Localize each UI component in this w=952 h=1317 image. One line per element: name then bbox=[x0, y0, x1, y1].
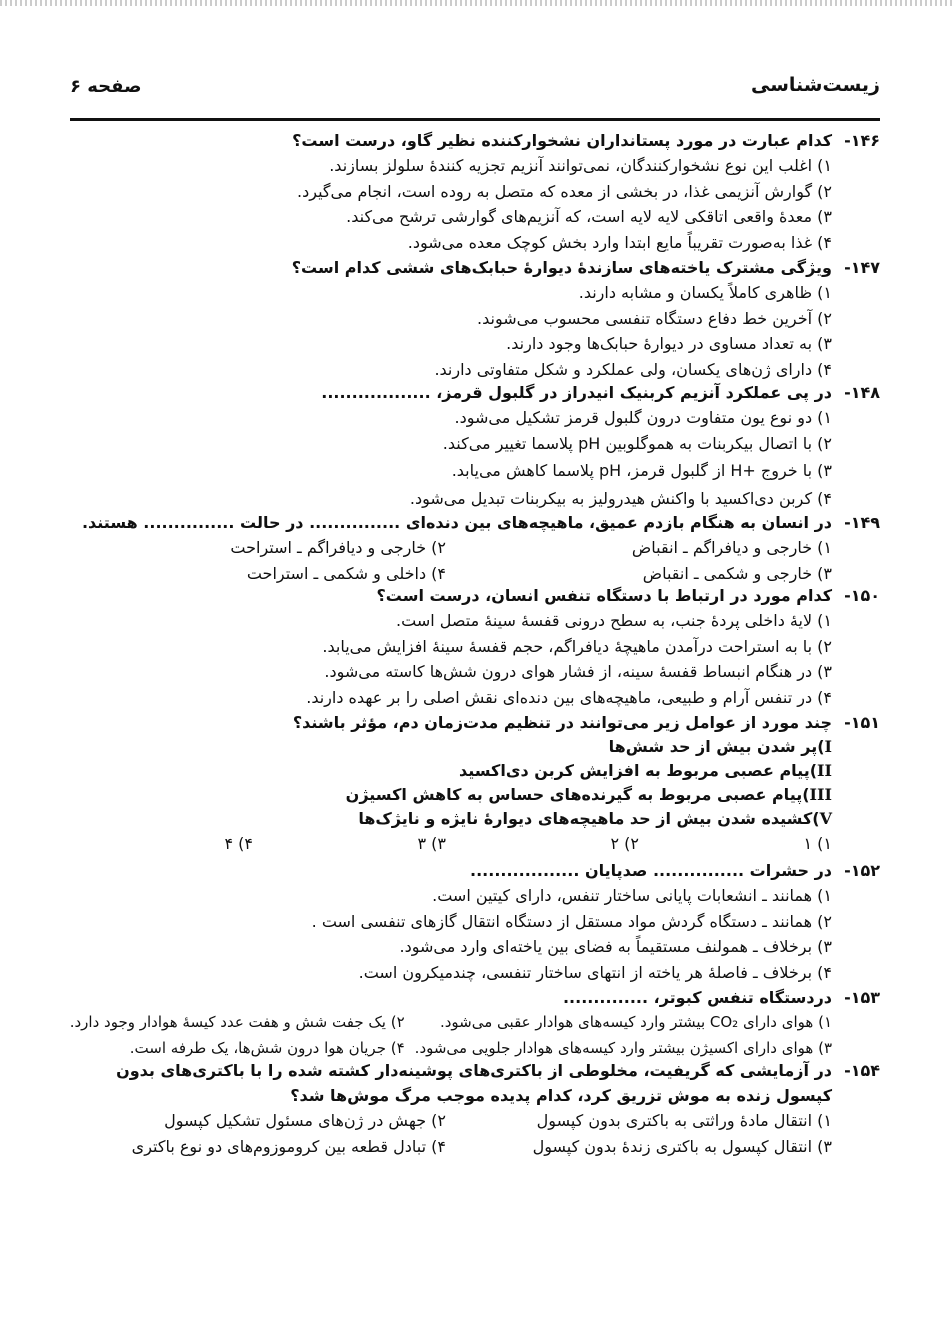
question-number: ۱۵۲- bbox=[844, 861, 880, 880]
option: ۳) با خروج +H از گلبول قرمز، pH پلاسما کاهش می‌یابد. bbox=[451, 461, 832, 480]
option: ۱) دو نوع یون متفاوت درون گلبول قرمز تشکیل می‌شود. bbox=[454, 408, 832, 427]
subject-title: زیست‌شناسی bbox=[750, 74, 880, 96]
option: ۲) ۲ bbox=[610, 834, 639, 853]
option: ۴) برخلاف ـ فاصلهٔ هر یاخته از انتهای ساختار تنفسی، چندمیکرون است. bbox=[358, 962, 832, 982]
page-number: صفحه ۶ bbox=[70, 76, 142, 97]
option: ۴) دارای ژن‌های یکسان، ولی عملکرد و شکل متفاوتی دارند. bbox=[434, 359, 832, 379]
statement: V)کشیده شدن بیش از حد ماهیچه‌های دیوارهٔ نایژه و نایژک‌ها bbox=[358, 809, 832, 828]
option: ۳) معدهٔ واقعی اتاقکی لایه لایه است، که آنزیم‌های گوارشی ترشح می‌کند. bbox=[346, 207, 832, 226]
question-text: چند مورد از عوامل زیر می‌توانند در تنظیم مدت‌زمان دم، مؤثر باشند؟ bbox=[292, 713, 832, 732]
question-number: ۱۴۷- bbox=[844, 258, 880, 277]
question-151 bbox=[60, 710, 880, 856]
option: ۴) جریان هوا درون شش‌ها، یک طرفه است. bbox=[129, 1038, 405, 1057]
option: ۲) با به استراحت درآمدن ماهیچهٔ دیافراگم، حجم قفسهٔ سینهٔ افزایش می‌یابد. bbox=[322, 636, 832, 656]
option: ۴) غذا به‌صورت تقریباً مایع ابتدا وارد بخش کوچک معده می‌شود. bbox=[407, 232, 832, 252]
option: ۱) همانند ـ انشعابات پایانی ساختار تنفس، دارای کیتین است. bbox=[432, 886, 832, 905]
question-text: در آزمایشی که گریفیت، مخلوطی از باکتری‌های پوشینه‌دار کشته شده را با باکتری‌های بدون کپسول زنده به موش تزریق کرد، کدام پدیده موجب مرگ موش‌ها شد؟ bbox=[116, 1061, 832, 1105]
option: ۳) انتقال کپسول به باکتری زندهٔ بدون کپسول bbox=[532, 1136, 832, 1156]
question-text: کدام عبارت در مورد پستانداران نشخوارکننده نظیر گاو، درست است؟ bbox=[292, 131, 832, 150]
option: ۳) برخلاف ـ همولنف مستقیماً به فضای بین یاخته‌ای وارد می‌شود. bbox=[399, 937, 832, 956]
question-153 bbox=[60, 985, 880, 1061]
statement: III)پیام عصبی مربوط به گیرنده‌های حساس به کاهش اکسیژن bbox=[345, 785, 832, 804]
question-text: در پی عملکرد آنزیم کربنیک انیدراز در گلبول قرمز، .................. bbox=[321, 383, 832, 402]
question-number: ۱۴۹- bbox=[844, 513, 880, 532]
question-number: ۱۵۱- bbox=[844, 713, 880, 732]
header-rule bbox=[70, 118, 880, 121]
question-text: در حشرات ............... صدپایان .................. bbox=[470, 861, 832, 880]
statement: II)پیام عصبی مربوط به افزایش کربن دی‌اکسید bbox=[458, 761, 832, 780]
question-text: در انسان به هنگام بازدم عمیق، ماهیچه‌های بین دنده‌ای ............... در حالت ............... هستند. bbox=[81, 513, 832, 532]
question-text: دردستگاه تنفس کبوتر، .............. bbox=[562, 988, 832, 1007]
option: ۳) هوای دارای اکسیژن بیشتر وارد کیسه‌های هوادار جلویی می‌شود. bbox=[414, 1038, 832, 1057]
option: ۴) ۴ bbox=[224, 834, 253, 853]
option: ۳) خارجی و شکمی ـ انقباض bbox=[642, 563, 832, 583]
option: ۱) خارجی و دیافراگم ـ انقباض bbox=[631, 538, 832, 557]
question-147 bbox=[60, 255, 880, 382]
question-148 bbox=[60, 380, 880, 512]
scan-edge bbox=[0, 0, 952, 6]
option: ۱) لایهٔ داخلی پردهٔ جنب، به سطح درونی قفسهٔ سینهٔ متصل است. bbox=[396, 611, 832, 630]
question-152 bbox=[60, 858, 880, 985]
option: ۲) با اتصال بیکربنات به هموگلوبین pH پلاسما تغییر می‌کند. bbox=[442, 433, 832, 453]
option: ۱) ظاهری کاملاً یکسان و مشابه دارند. bbox=[578, 283, 832, 302]
option: ۲) جهش در ژن‌های مسئول تشکیل کپسول bbox=[164, 1111, 446, 1130]
question-number: ۱۴۶- bbox=[844, 131, 880, 150]
option: ۳) در هنگام انبساط قفسهٔ سینه، از فشار هوای درون شش‌ها کاسته می‌شود. bbox=[324, 662, 832, 681]
option: ۲) یک جفت شش و هفت عدد کیسهٔ هوادار وجود دارد. bbox=[69, 1013, 405, 1031]
option: ۱) انتقال مادهٔ وراثتی به باکتری بدون کپسول bbox=[536, 1111, 832, 1130]
option: ۱) هوای دارای CO₂ بیشتر وارد کیسه‌های هوادار عقبی می‌شود. bbox=[439, 1013, 832, 1031]
question-150 bbox=[60, 583, 880, 710]
question-number: ۱۵۰- bbox=[844, 586, 880, 605]
option: ۲) همانند ـ دستگاه گردش مواد مستقل از دستگاه انتقال گازهای تنفسی است . bbox=[311, 911, 832, 931]
option: ۲) خارجی و دیافراگم ـ استراحت bbox=[230, 538, 446, 557]
question-text: کدام مورد در ارتباط با دستگاه تنفس انسان، درست است؟ bbox=[376, 586, 832, 605]
question-146 bbox=[60, 128, 880, 255]
option: ۱) اغلب این نوع نشخوارکنندگان، نمی‌توانند آنزیم تجزیه کنندهٔ سلولز بسازند. bbox=[329, 156, 832, 175]
statement: I)پر شدن بیش از حد شش‌ها bbox=[608, 737, 832, 756]
question-number: ۱۵۳- bbox=[844, 988, 880, 1007]
question-149 bbox=[60, 510, 880, 586]
question-number: ۱۵۴- bbox=[844, 1061, 880, 1080]
option: ۳) ۳ bbox=[417, 834, 446, 853]
question-number: ۱۴۸- bbox=[844, 383, 880, 402]
option: ۲) گوارش آنزیمی غذا، در بخشی از معده که متصل به روده است، انجام می‌گیرد. bbox=[297, 181, 832, 201]
option: ۳) به تعداد مساوی در دیوارهٔ حبابک‌ها وجود دارند. bbox=[506, 334, 832, 353]
option: ۴) تبادل قطعه بین کروموزوم‌های دو نوع باکتری bbox=[131, 1136, 446, 1156]
option: ۴) کربن دی‌اکسید با واکنش هیدرولیز به بیکربنات تبدیل می‌شود. bbox=[409, 489, 832, 508]
question-text: ویژگی مشترک یاخته‌های سازندهٔ دیوارهٔ حبابک‌های ششی کدام است؟ bbox=[291, 258, 832, 277]
option: ۴) داخلی و شکمی ـ استراحت bbox=[246, 563, 446, 583]
option: ۴) در تنفس آرام و طبیعی، ماهیچه‌های بین دنده‌ای نقش اصلی را بر عهده دارند. bbox=[306, 687, 832, 707]
option: ۲) آخرین خط دفاع دستگاه تنفسی محسوب می‌شوند. bbox=[477, 308, 832, 328]
option: ۱) ۱ bbox=[803, 834, 832, 853]
question-154 bbox=[60, 1058, 880, 1159]
